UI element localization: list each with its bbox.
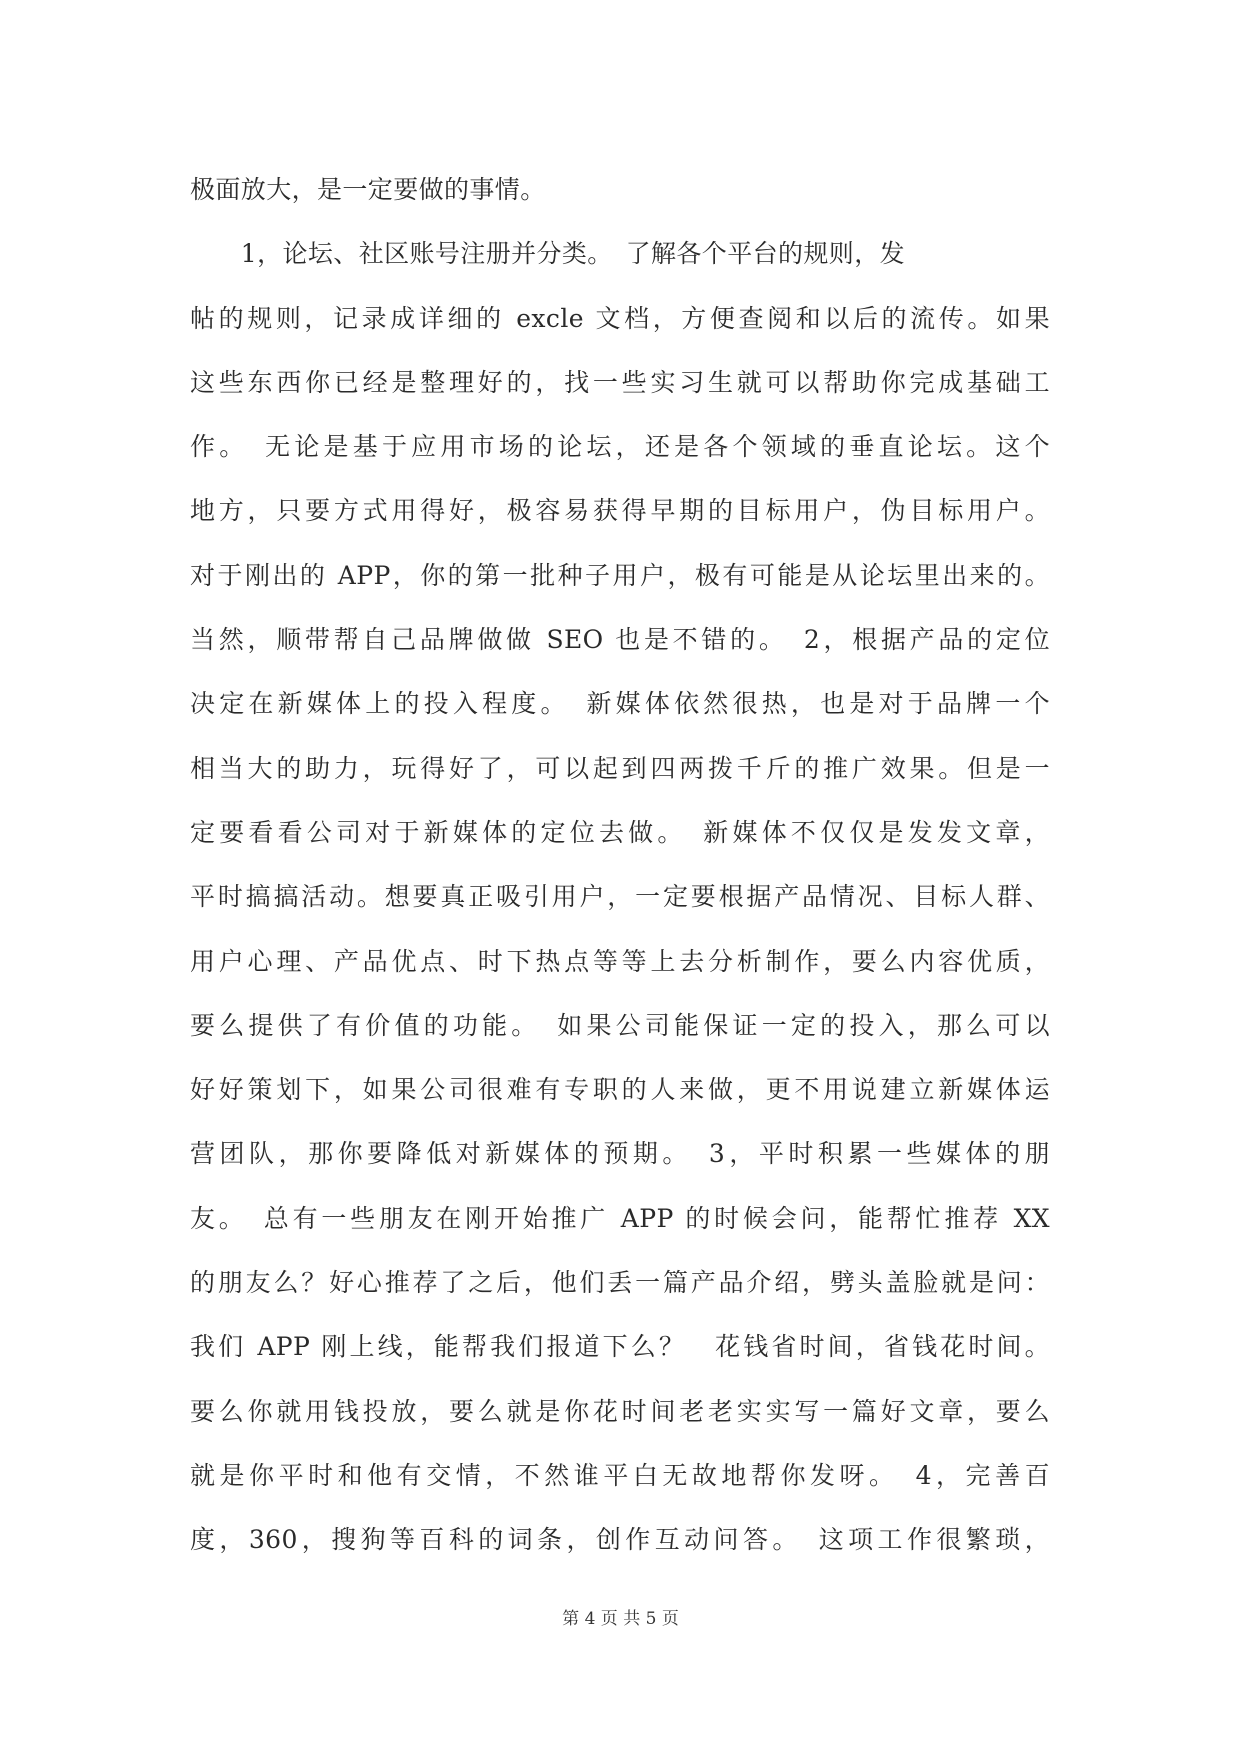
text-line-16: 营团队，那你要降低对新媒体的预期。 3，平时积累一些媒体的朋 xyxy=(190,1139,1050,1169)
text-line-5: 作。 无论是基于应用市场的论坛，还是各个领域的垂直论坛。这个 xyxy=(190,432,1050,462)
text-line-13: 用户心理、产品优点、时下热点等等上去分析制作，要么内容优质， xyxy=(190,946,1050,976)
text-line-21: 就是你平时和他有交情，不然谁平白无故地帮你发呀。 4，完善百 xyxy=(190,1460,1050,1490)
text-line-8: 当然，顺带帮自己品牌做做 SEO 也是不错的。 2，根据产品的定位 xyxy=(190,625,1050,655)
text-line-19: 我们 APP 刚上线，能帮我们报道下么？ 花钱省时间，省钱花时间。 xyxy=(190,1332,1050,1362)
text-line-2: 1，论坛、社区账号注册并分类。 了解各个平台的规则，发 xyxy=(190,239,906,269)
text-line-17: 友。 总有一些朋友在刚开始推广 APP 的时候会问，能帮忙推荐 XX xyxy=(190,1203,1050,1233)
text-line-3: 帖的规则，记录成详细的 excle 文档，方便查阅和以后的流传。如果 xyxy=(190,303,1050,333)
body-text xyxy=(190,158,1050,1573)
text-line-9: 决定在新媒体上的投入程度。 新媒体依然很热，也是对于品牌一个 xyxy=(190,689,1050,719)
text-line-12: 平时搞搞活动。想要真正吸引用户，一定要根据产品情况、目标人群、 xyxy=(190,882,1050,912)
text-line-11: 定要看看公司对于新媒体的定位去做。 新媒体不仅仅是发发文章， xyxy=(190,817,1050,847)
text-line-22: 度，360，搜狗等百科的词条，创作互动问答。 这项工作很繁琐， xyxy=(190,1525,1050,1555)
text-line-20: 要么你就用钱投放，要么就是你花时间老老实实写一篇好文章，要么 xyxy=(190,1396,1050,1426)
text-line-14: 要么提供了有价值的功能。 如果公司能保证一定的投入，那么可以 xyxy=(190,1010,1050,1040)
text-line-7: 对于刚出的 APP，你的第一批种子用户，极有可能是从论坛里出来的。 xyxy=(190,560,1050,590)
text-line-18: 的朋友么？好心推荐了之后，他们丢一篇产品介绍，劈头盖脸就是问： xyxy=(190,1268,1050,1298)
page-number-footer: 第 4 页 共 5 页 xyxy=(562,1609,679,1629)
text-line-4: 这些东西你已经是整理好的，找一些实习生就可以帮助你完成基础工 xyxy=(190,367,1050,397)
text-line-10: 相当大的助力，玩得好了，可以起到四两拨千斤的推广效果。但是一 xyxy=(190,753,1050,783)
text-line-15: 好好策划下，如果公司很难有专职的人来做，更不用说建立新媒体运 xyxy=(190,1075,1050,1105)
text-line-6: 地方，只要方式用得好，极容易获得早期的目标用户，伪目标用户。 xyxy=(190,496,1050,526)
text-line-1: 极面放大，是一定要做的事情。 xyxy=(190,175,546,204)
